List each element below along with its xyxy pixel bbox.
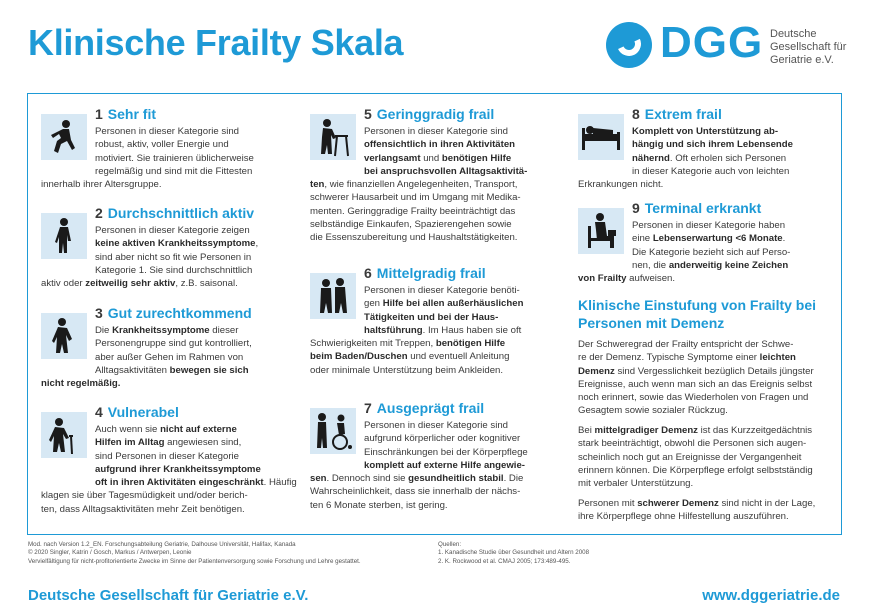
category-name: Gut zurechtkommend [107, 305, 252, 321]
demenz-line: Bei mittelgradiger Demenz ist das Kurzzeitgedächtnis [578, 425, 813, 436]
category-number: 5 [364, 106, 372, 122]
description-line: Hilfen im Alltag angewiesen sind, [95, 437, 242, 449]
source-line: 1. Kanadische Studie über Gesundheit und Altern 2008 [438, 549, 590, 557]
demenz-paragraph [578, 424, 828, 490]
footer-credits [28, 541, 361, 566]
description-line: Wahrscheinlichkeit, dass sie innerhalb der nächs- [310, 486, 521, 498]
description-line: aber außer Gehen im Rahmen von [95, 351, 244, 363]
category-number: 2 [95, 205, 103, 221]
description-line: Personen in dieser Kategorie sind [364, 126, 508, 137]
logo-subtitle [770, 28, 846, 67]
category-name: Ausgeprägt frail [376, 400, 485, 416]
footer-org-name: Deutsche Gesellschaft für Geriatrie e.V. [28, 587, 309, 604]
category-number: 4 [95, 404, 103, 420]
demenz-paragraph [578, 338, 828, 418]
description-line: offensichtlich in ihren Aktivitäten [364, 139, 516, 151]
demenz-paragraph [578, 497, 828, 524]
category-name: Sehr fit [107, 106, 157, 122]
category-name: Vulnerabel [107, 404, 179, 420]
demenz-line: ihre Körperpflege ohne Hilfestellung auszuführen. [578, 511, 789, 523]
category-description [578, 125, 793, 191]
category-description [41, 423, 297, 516]
description-line: nen, die anderweitig keine Zeichen [632, 259, 789, 271]
description-line: Die Krankheitssymptome dieser [95, 325, 239, 336]
description-line: bei anspruchsvollen Alltagsaktivitä- [364, 165, 528, 177]
category-number: 7 [364, 400, 372, 416]
description-line: hängig und sich ihrem Lebensende [632, 139, 793, 151]
description-line: Personen in dieser Kategorie sind [364, 420, 508, 431]
demenz-heading: Klinische Einstufung von Frailty bei Personen mit Demenz [578, 297, 817, 331]
page-title: Klinische Frailty Skala [28, 22, 404, 63]
description-line: in dieser Kategorie auch von leichten [632, 165, 790, 177]
category-name: Durchschnittlich aktiv [107, 205, 255, 221]
demenz-line: Demenz sind Vergesslichkeit bezüglich Details jüngster [578, 365, 814, 377]
description-line: oder minimale Unterstützung beim Ankleiden. [310, 364, 504, 376]
category-heading [95, 108, 156, 121]
category-description [310, 284, 523, 377]
description-line: Personen in dieser Kategorie benöti- [364, 285, 520, 296]
category-name: Extrem frail [644, 106, 722, 122]
description-line: sind aber nicht so fit wie Personen in [95, 251, 252, 263]
demenz-line: mit verbaler Unterstützung. [578, 478, 694, 490]
category-heading [95, 307, 252, 320]
footer-credit-line: © 2020 Singler, Katrin / Gosch, Markus / Antwerpen, Leonie [28, 549, 192, 557]
description-line: von Frailty aufweisen. [578, 273, 676, 285]
category-name: Mittelgradig frail [376, 265, 486, 281]
description-line: Personen in dieser Kategorie zeigen [95, 225, 250, 236]
description-line: haltsführung. Im Haus haben sie oft [364, 324, 522, 336]
description-line: innerhalb ihrer Altersgruppe. [41, 179, 162, 191]
logo-line: Geriatrie e.V. [770, 54, 834, 66]
description-line: regelmäßig und sind mit die Fittesten [95, 165, 253, 177]
demenz-line: stark beeinträchtigt, obwohl die Personen sich augen- [578, 438, 807, 450]
demenz-line: noch erinnert, sowie das Wiederholen von Fragen und [578, 392, 809, 404]
description-line: Auch wenn sie nicht auf externe [95, 424, 237, 435]
category-number: 1 [95, 106, 103, 122]
logo-line: Deutsche [770, 28, 817, 40]
description-line: aufgrund ihrer Krankheitssymptome [95, 463, 261, 475]
demenz-line: Personen mit schwerer Demenz sind nicht in der Lage, [578, 498, 816, 509]
description-line: Personen in dieser Kategorie haben [632, 220, 786, 231]
description-line: sen. Dennoch sind sie gesundheitlich stabil. Die [310, 473, 524, 485]
category-name: Geringgradig frail [376, 106, 495, 122]
source-line: 2. K. Rockwood et al. CMAJ 2005; 173:489-495. [438, 557, 571, 565]
description-line: klagen sie über Tagesmüdigkeit und/oder berich- [41, 490, 248, 502]
category-heading [364, 402, 484, 415]
category-heading [632, 202, 761, 215]
description-line: komplett auf externe Hilfe angewie- [364, 459, 525, 471]
description-line: oft in ihren Aktivitäten eingeschränkt. Häufig [95, 477, 297, 489]
sources-title: Quellen: [438, 541, 462, 548]
description-line: Einschränkungen bei der Körperpflege [364, 446, 528, 458]
description-line: keine aktiven Krankheitssymptome, [95, 238, 259, 250]
description-line: menten. Geringgradige Frailty beeinträchtigt das [310, 205, 516, 217]
category-description [578, 219, 790, 285]
description-line: Erkrankungen nicht. [578, 179, 664, 191]
category-heading [95, 406, 179, 419]
description-line: verlangsamt und benötigen Hilfe [364, 152, 512, 164]
demenz-line: re der Demenz. Typische Symptome einer leichten [578, 352, 796, 364]
demenz-line: Ereignisse, auch wenn man sich an das Ereignis selbst [578, 378, 813, 390]
category-heading [632, 108, 722, 121]
demenz-line: Der Schweregrad der Frailty entspricht der Schwe- [578, 339, 794, 350]
category-heading [364, 108, 494, 121]
category-heading [364, 267, 486, 280]
category-description [310, 419, 528, 512]
category-number: 3 [95, 305, 103, 321]
description-line: eine Lebenserwartung <6 Monate. [632, 233, 786, 245]
category-name: Terminal erkrankt [644, 200, 762, 216]
footer-sources [438, 541, 589, 566]
description-line: nicht regelmäßig. [41, 378, 121, 390]
logo-line: Gesellschaft für [770, 41, 847, 53]
description-line: Schwierigkeiten mit Treppen, benötigen Hilfe [310, 338, 506, 350]
category-description [41, 224, 258, 290]
category-number: 8 [632, 106, 640, 122]
description-line: gen Hilfe bei allen außerhäuslichen [364, 298, 524, 310]
demenz-line: erinnern können. Die Körperpflege erfolgt selbstständig [578, 464, 813, 476]
description-line: Alltagsaktivitäten bewegen sie sich [95, 364, 249, 376]
description-line: sind Personen in dieser Kategorie [95, 450, 239, 462]
description-line: nähernd. Oft erholen sich Personen [632, 152, 787, 164]
demenz-line: scheinlich noch gut an Ereignisse der Vergangenheit [578, 451, 802, 463]
footer-credit-line: Mod. nach Version 1.2_EN. Forschungsabteilung Geriatrie, Dalhouse Universität, Halifax, Kanada [28, 541, 296, 548]
description-line: beim Baden/Duschen und eventuell Anleitung [310, 351, 510, 363]
category-number: 9 [632, 200, 640, 216]
dgg-logo-icon [606, 22, 652, 68]
description-line: ten, dass Alltagsaktivitäten mehr Zeit benötigen. [41, 503, 245, 515]
description-line: ten 6 Monate sterben, ist gering. [310, 499, 448, 511]
category-description [310, 125, 527, 245]
footer-website-link[interactable]: www.dggeriatrie.de [702, 587, 840, 604]
category-description [41, 324, 252, 390]
description-line: motiviert. Sie trainieren üblicherweise [95, 152, 254, 164]
dgg-logo [606, 18, 856, 72]
description-line: aufgrund körperlicher oder kognitiver [364, 433, 521, 445]
description-line: Die Kategorie bezieht sich auf Perso- [632, 246, 791, 258]
description-line: aktiv oder zeitweilig sehr aktiv, z.B. saisonal. [41, 278, 238, 290]
category-number: 6 [364, 265, 372, 281]
footer-credit-line: Vervielfältigung für nicht-profitorientierte Zwecke im Sinne der Patientenversorgung sowie Forschung und Lehre gestattet. [28, 557, 361, 565]
description-line: Komplett von Unterstützung ab- [632, 126, 779, 137]
description-line: ten, wie finanziellen Angelegenheiten, Transport, [310, 179, 518, 191]
category-description [41, 125, 254, 191]
description-line: selbständige Einkaufen, Spazierengehen sowie [310, 219, 512, 231]
description-line: Kategorie 1. Sie sind durchschnittlich [95, 264, 253, 276]
demenz-line: Gesagtem sowie sozialer Rückzug. [578, 405, 728, 417]
description-line: Personengruppe sind gut kontrolliert, [95, 338, 252, 350]
logo-mark: DGG [660, 18, 764, 67]
description-line: Tätigkeiten und bei der Haus- [364, 311, 499, 323]
description-line: schwerer Hausarbeit und im Umgang mit Medika- [310, 192, 521, 204]
category-heading [95, 207, 254, 220]
description-line: Personen in dieser Kategorie sind [95, 126, 239, 137]
description-line: robust, aktiv, voller Energie und [95, 139, 229, 151]
description-line: die Essenszubereitung und Haushaltstätigkeiten. [310, 232, 518, 244]
